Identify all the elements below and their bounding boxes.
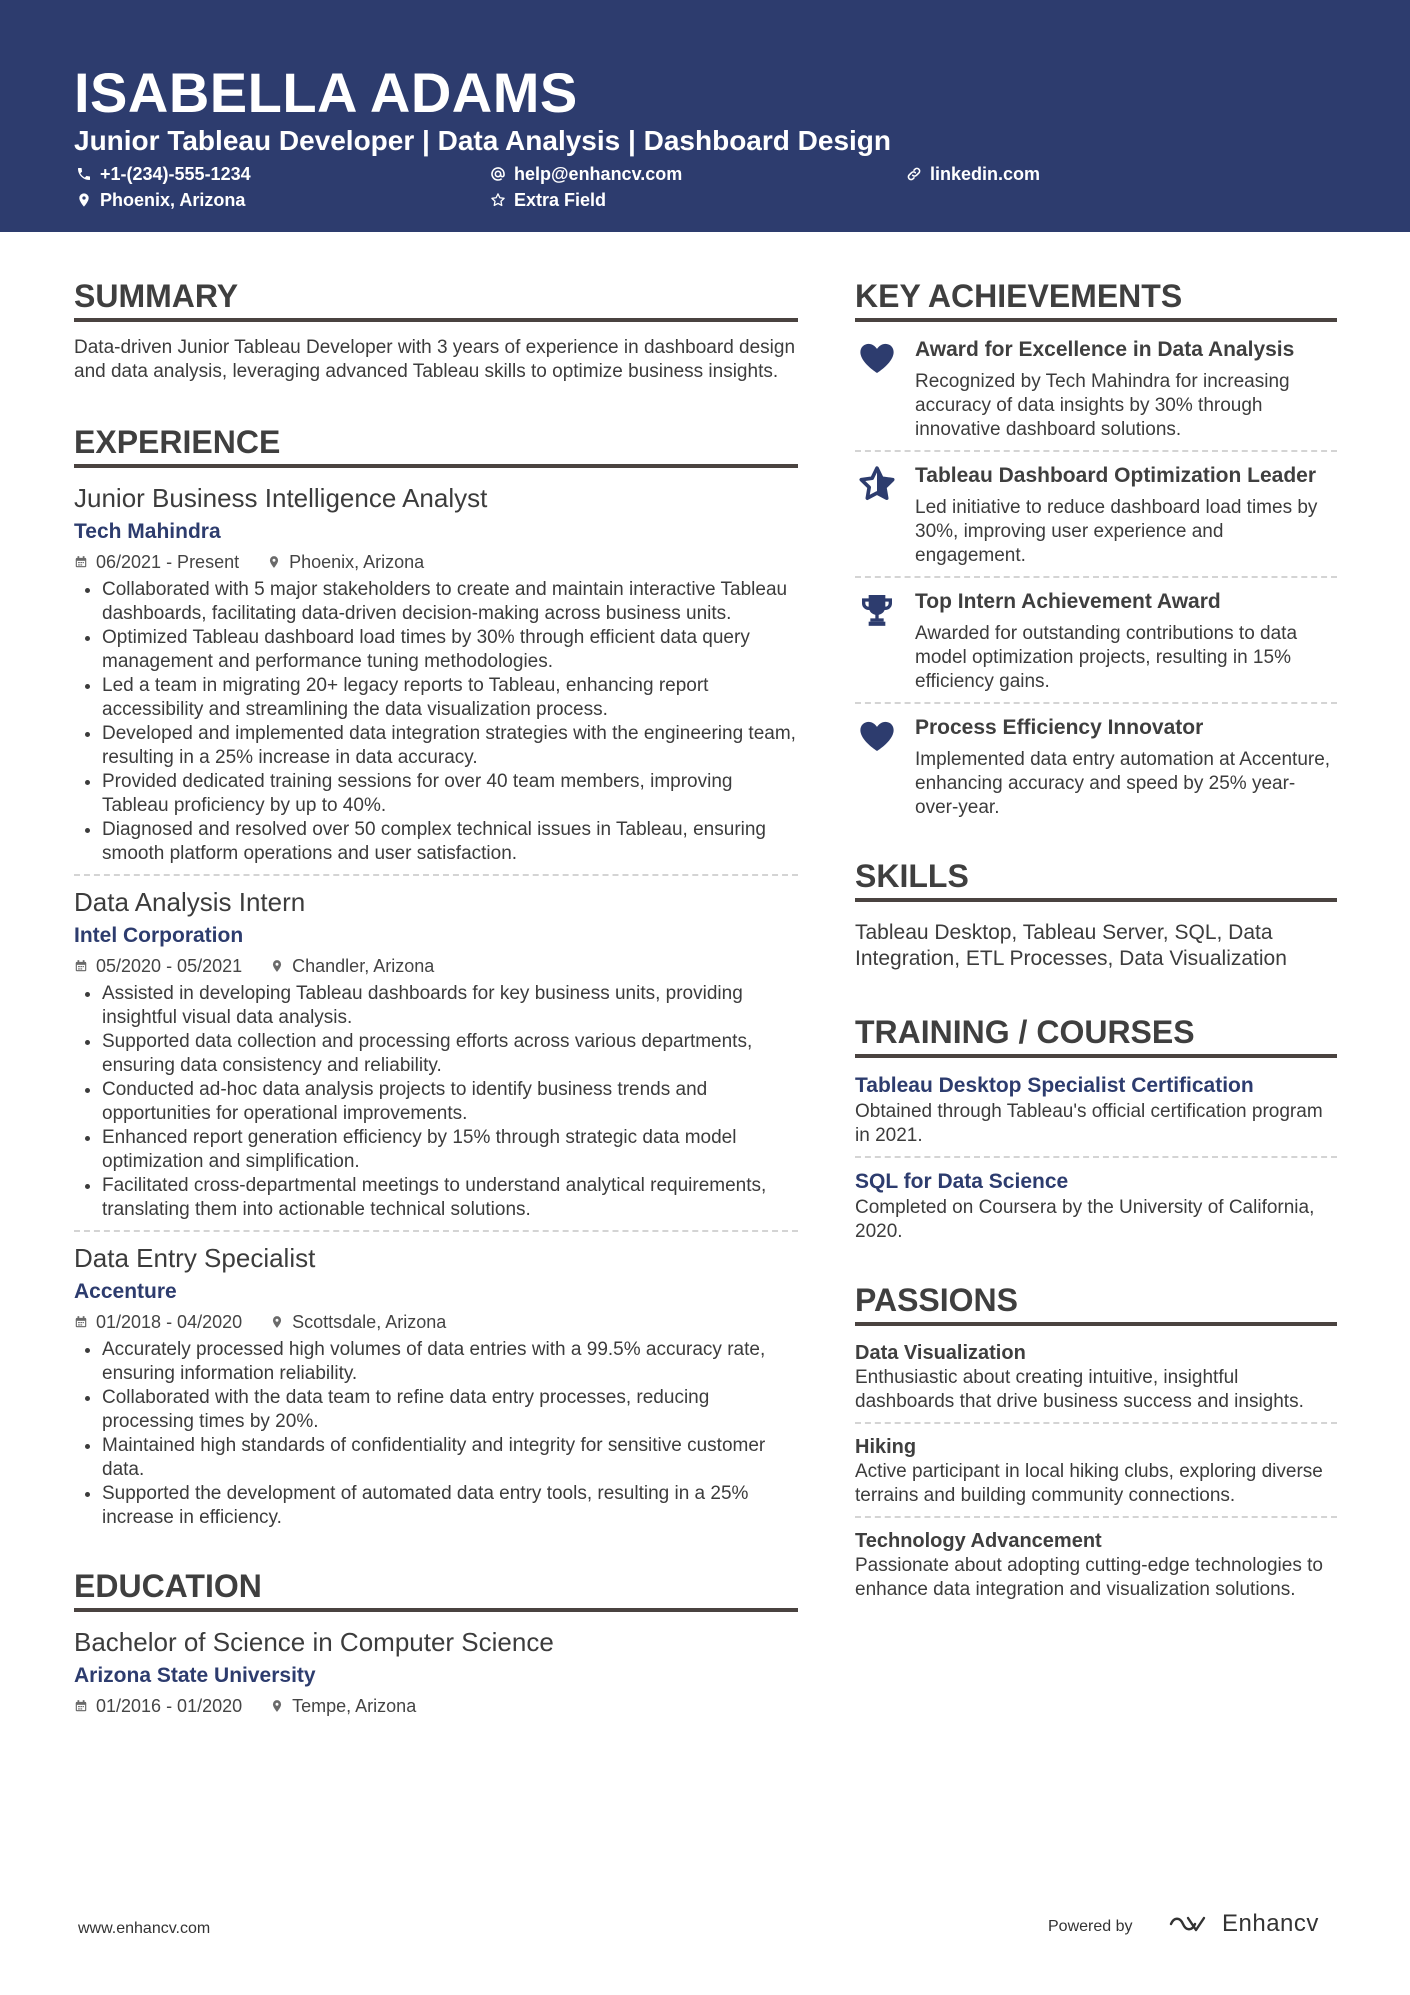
bullet-item: • Led a team in migrating 20+ legacy reports to Tableau, enhancing report accessibility and streamlining the data visualization process. [102,674,798,722]
heart-icon [855,336,899,382]
training-heading: TRAINING / COURSES [855,1012,1337,1058]
achievement-title: Award for Excellence in Data Analysis [915,338,1295,361]
bullet-item: • Provided dedicated training sessions for over 40 team members, improving Tableau proficiency by up to 40%. [102,770,798,818]
entry-divider [74,1230,798,1232]
passion-item [855,1340,1337,1414]
calendar-icon [74,555,88,569]
phone-text: +1-(234)-555-1234 [100,164,251,184]
summary-text: Data-driven Junior Tableau Developer with 3 years of experience in dashboard design and data analysis, leveraging advanced Tableau skills to optimize business insights. [74,337,796,382]
passion-item [855,1528,1337,1602]
passions-heading: PASSIONS [855,1280,1337,1326]
resume-header [0,0,1410,232]
bullet-item: • Assisted in developing Tableau dashboards for key business units, providing insightful visual data analysis. [102,982,798,1030]
education-section [74,1566,798,1718]
bullet-item: • Supported data collection and processing efforts across various departments, ensuring data consistency and reliability. [102,1030,798,1078]
contact-phone[interactable] [76,163,251,185]
passion-desc: Enthusiastic about creating intuitive, insightful dashboards that drive business success and insights. [855,1367,1304,1412]
job-title: Data Analysis Intern [74,887,306,917]
passions-section [855,1280,1337,1602]
company-name: Accenture [74,1280,177,1303]
calendar-icon [74,959,88,973]
education-dates: 01/2016 - 01/2020 [96,1696,243,1716]
course-desc: Completed on Coursera by the University of California, 2020. [855,1197,1315,1242]
bullet-item: • Supported the development of automated data entry tools, resulting in a 25% increase in efficiency. [102,1482,798,1530]
company-name: Tech Mahindra [74,520,221,543]
course-title: Tableau Desktop Specialist Certification [855,1074,1254,1097]
right-column [855,276,1337,1602]
bullet-item: • Diagnosed and resolved over 50 complex technical issues in Tableau, ensuring smooth platform operations and user satisfaction. [102,818,798,866]
trophy-icon [855,588,899,634]
job-meta [74,1310,798,1334]
location-pin-icon [270,1315,284,1329]
link-icon [906,166,922,182]
calendar-icon [74,1699,88,1713]
job-location [267,550,424,574]
extra-text: Extra Field [514,190,607,210]
job-location-text: Scottsdale, Arizona [292,1312,447,1332]
course-item [855,1072,1337,1148]
heart-icon [855,714,899,760]
passion-title: Technology Advancement [855,1530,1102,1552]
job-location-text: Phoenix, Arizona [289,552,425,572]
course-desc: Obtained through Tableau's official certification program in 2021. [855,1101,1323,1146]
bullet-item: • Maintained high standards of confidentiality and integrity for sensitive customer data. [102,1434,798,1482]
email-text: help@enhancv.com [514,164,683,184]
bullet-item: • Developed and implemented data integration strategies with the engineering team, resulting in a 25% increase in data accuracy. [102,722,798,770]
experience-entry [74,1242,798,1530]
experience-entry [74,482,798,866]
experience-entry [74,886,798,1222]
phone-icon [76,166,92,182]
candidate-title: Junior Tableau Developer | Data Analysis | Dashboard Design [74,125,892,156]
skills-heading: SKILLS [855,856,1337,902]
enhancv-logo[interactable] [1168,1910,1319,1938]
job-location-text: Chandler, Arizona [292,956,435,976]
location-text: Phoenix, Arizona [100,190,246,210]
entry-divider [855,702,1337,704]
location-pin-icon [267,555,281,569]
passion-desc: Passionate about adopting cutting-edge technologies to enhance data integration and visualization solutions. [855,1555,1323,1600]
location-pin-icon [76,192,92,208]
education-location-text: Tempe, Arizona [292,1696,417,1716]
education-meta [74,1694,798,1718]
achievement-title: Top Intern Achievement Award [915,590,1221,613]
experience-section [74,422,798,1530]
achievement-item [855,588,1337,694]
left-column [74,276,798,1718]
achievement-item [855,462,1337,568]
skills-text: Tableau Desktop, Tableau Server, SQL, Data Integration, ETL Processes, Data Visualization [855,921,1287,970]
job-dates: 01/2018 - 04/2020 [96,1312,243,1332]
footer-powered-by: Powered by [1048,1918,1133,1935]
skills-section [855,856,1337,972]
star-icon [855,462,899,508]
candidate-name: ISABELLA ADAMS [74,61,578,124]
achievement-desc: Recognized by Tech Mahindra for increasing accuracy of data insights by 30% through innovative dashboard solutions. [915,371,1290,440]
entry-divider [855,576,1337,578]
job-location [270,954,434,978]
job-dates: 06/2021 - Present [96,552,240,572]
education-heading: EDUCATION [74,1566,798,1612]
achievement-desc: Implemented data entry automation at Accenture, enhancing accuracy and speed by 25% year-over-year. [915,749,1331,818]
footer-url[interactable]: www.enhancv.com [78,1920,211,1937]
training-section [855,1012,1337,1244]
achievements-section [855,276,1337,820]
bullet-item: • Collaborated with the data team to refine data entry processes, reducing processing times by 20%. [102,1386,798,1434]
bullet-item: • Optimized Tableau dashboard load times by 30% through efficient data query management and performance tuning methodologies. [102,626,798,674]
summary-heading: SUMMARY [74,276,798,322]
job-location [270,1310,446,1334]
achievement-desc: Led initiative to reduce dashboard load times by 30%, improving user experience and engagement. [915,497,1318,566]
company-name: Intel Corporation [74,924,244,947]
job-bullets [74,982,798,1222]
linkedin-text: linkedin.com [930,164,1041,184]
location-pin-icon [270,1699,284,1713]
job-title: Data Entry Specialist [74,1243,316,1273]
contact-email[interactable] [490,163,682,185]
education-location [270,1694,416,1718]
job-meta [74,954,798,978]
at-icon [490,166,506,182]
enhancv-logo-text: Enhancv [1222,1910,1319,1937]
job-meta [74,550,798,574]
course-title: SQL for Data Science [855,1170,1069,1193]
passion-title: Hiking [855,1436,917,1458]
passion-item [855,1434,1337,1508]
achievement-desc: Awarded for outstanding contributions to data model optimization projects, resulting in 15% efficiency gains. [915,623,1298,692]
entry-divider [74,874,798,876]
job-dates: 05/2020 - 05/2021 [96,956,243,976]
contact-extra [490,189,606,211]
school-name: Arizona State University [74,1664,316,1687]
contact-location [76,189,245,211]
experience-heading: EXPERIENCE [74,422,798,468]
job-bullets [74,1338,798,1530]
entry-divider [855,450,1337,452]
job-bullets [74,578,798,866]
bullet-item: • Enhanced report generation efficiency by 15% through strategic data model optimization and simplification. [102,1126,798,1174]
bullet-item: • Conducted ad-hoc data analysis projects to identify business trends and opportunities for operational improvements. [102,1078,798,1126]
enhancv-logo-icon [1168,1912,1214,1936]
entry-divider [855,1516,1337,1518]
bullet-item: • Facilitated cross-departmental meetings to understand analytical requirements, translating them into actionable technical solutions. [102,1174,798,1222]
summary-section [74,276,798,384]
star-outline-icon [490,192,506,208]
passion-title: Data Visualization [855,1342,1026,1364]
job-title: Junior Business Intelligence Analyst [74,483,488,513]
achievement-title: Tableau Dashboard Optimization Leader [915,464,1317,487]
contact-linkedin[interactable] [906,163,1040,185]
achievement-item [855,714,1337,820]
course-item [855,1168,1337,1244]
bullet-item: • Collaborated with 5 major stakeholders to create and maintain interactive Tableau dashboards, facilitating data-driven decision-making across business units. [102,578,798,626]
passion-desc: Active participant in local hiking clubs, exploring diverse terrains and building community connections. [855,1461,1323,1506]
entry-divider [855,1156,1337,1158]
achievement-item [855,336,1337,442]
location-pin-icon [270,959,284,973]
degree-title: Bachelor of Science in Computer Science [74,1627,554,1657]
entry-divider [855,1422,1337,1424]
achievements-heading: KEY ACHIEVEMENTS [855,276,1337,322]
bullet-item: • Accurately processed high volumes of data entries with a 99.5% accuracy rate, ensuring information reliability. [102,1338,798,1386]
achievement-title: Process Efficiency Innovator [915,716,1204,739]
calendar-icon [74,1315,88,1329]
